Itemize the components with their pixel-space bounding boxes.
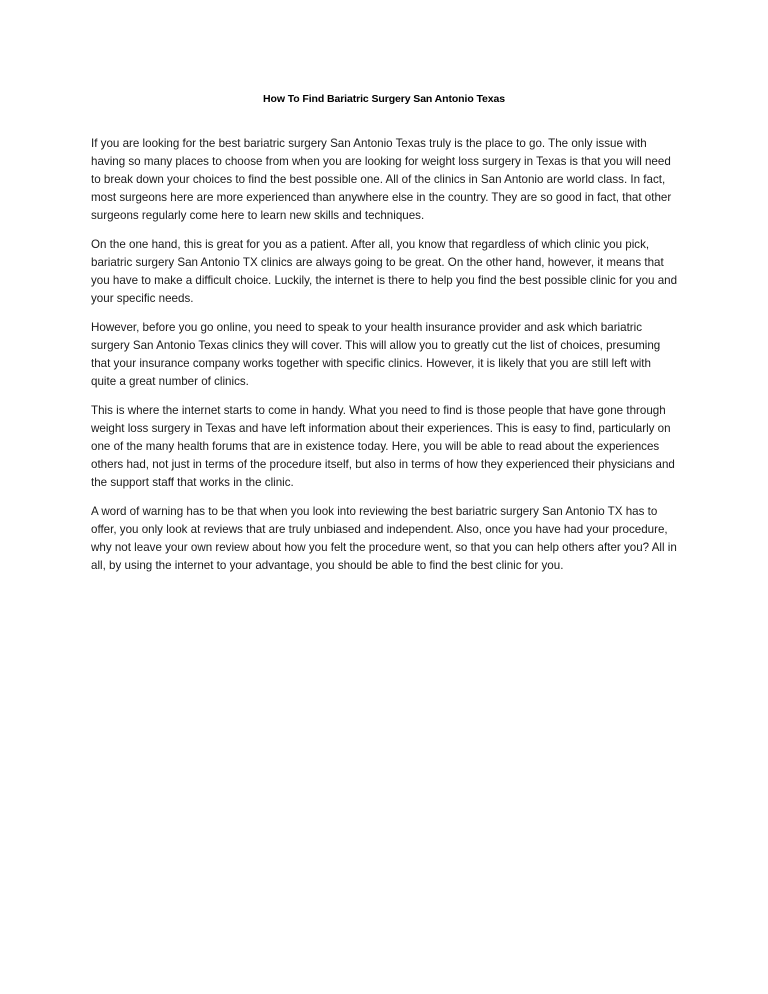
document-body	[91, 135, 679, 586]
paragraph: On the one hand, this is great for you as a patient. After all, you know that regardless of which clinic you pick, bariatric surgery San Antonio TX clinics are always going to be great. On the other hand, however, it means that you have to make a difficult choice. Luckily, the internet is there to help you find the best possible clinic for you and your specific needs.	[91, 238, 678, 305]
paragraph: If you are looking for the best bariatric surgery San Antonio Texas truly is the place to go. The only issue with having so many places to choose from when you are looking for weight loss surgery in Texas is that you will need to break down your choices to find the best possible one. All of the clinics in San Antonio are world class. In fact, most surgeons here are more experienced than anywhere else in the country. They are so good in fact, that other surgeons regularly come here to learn new skills and techniques.	[91, 137, 672, 222]
paragraph: However, before you go online, you need to speak to your health insurance provider and ask which bariatric surgery San Antonio Texas clinics they will cover. This will allow you to greatly cut the list of choices, presuming that your insurance company works together with specific clinics. However, it is likely that you are still left with quite a great number of clinics.	[91, 321, 661, 388]
document-title: How To Find Bariatric Surgery San Antonio Texas	[263, 93, 505, 105]
paragraph: A word of warning has to be that when you look into reviewing the best bariatric surgery San Antonio TX has to offer, you only look at reviews that are truly unbiased and independent. Also, once you have had your procedure, why not leave your own review about how you felt the procedure went, so that you can help others after you? All in all, by using the internet to your advantage, you should be able to find the best clinic for you.	[91, 505, 677, 572]
paragraph: This is where the internet starts to come in handy. What you need to find is those people that have gone through weight loss surgery in Texas and have left information about their experiences. This is easy to find, particularly on one of the many health forums that are in existence today. Here, you will be able to read about the experiences others had, not just in terms of the procedure itself, but also in terms of how they experienced their physicians and the support staff that works in the clinic.	[91, 404, 675, 489]
